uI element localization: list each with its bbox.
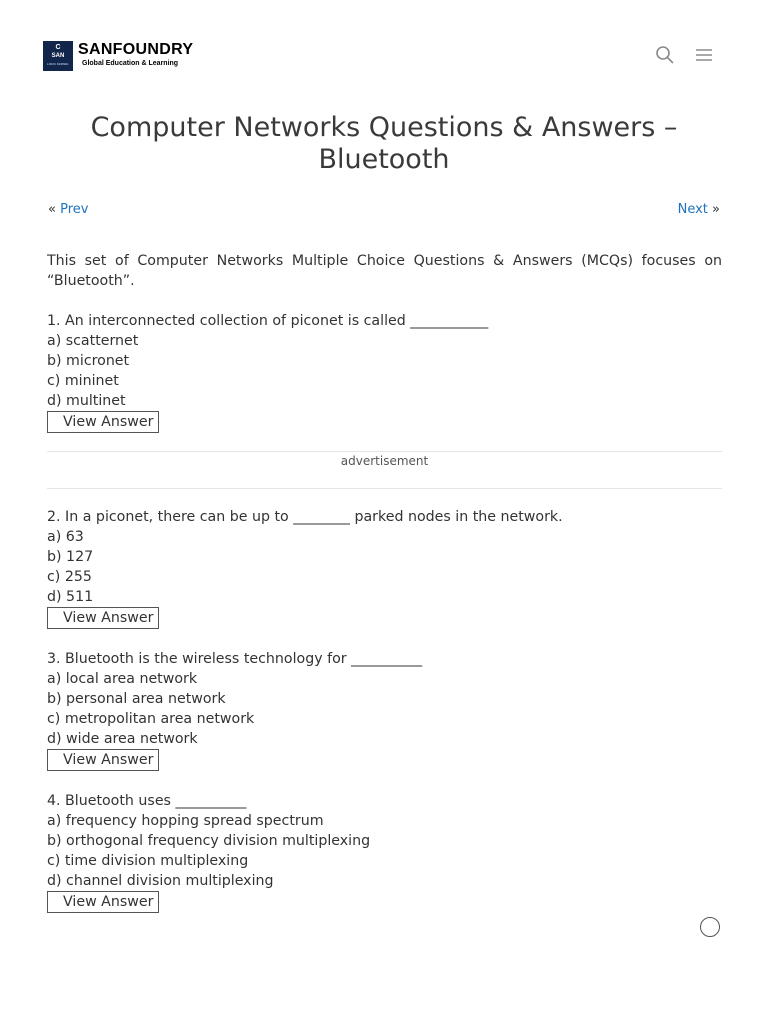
next-link[interactable]: Next [677, 202, 708, 217]
answer-option: d) 511 [47, 589, 94, 605]
prev-marker: « [48, 202, 56, 217]
search-icon [655, 45, 675, 65]
search-button[interactable] [655, 45, 675, 65]
answer-option: d) multinet [47, 393, 126, 409]
answer-option: b) 127 [47, 549, 94, 565]
answer-option: b) micronet [47, 353, 130, 369]
next-marker: » [712, 202, 720, 217]
question-block [47, 311, 722, 433]
advertisement-box [47, 451, 722, 489]
article-content [47, 251, 722, 971]
intro-text: This set of Computer Networks Multiple Choice Questions & Answers (MCQs) focuses on “Bluetooth”. [47, 253, 722, 289]
view-answer-button[interactable]: View Answer [47, 891, 159, 913]
answer-option: c) metropolitan area network [47, 711, 255, 727]
answer-option: a) frequency hopping spread spectrum [47, 813, 324, 829]
logo-badge-line: LINUX KERNEL [46, 62, 70, 66]
logo-badge [43, 41, 73, 71]
answer-option: c) 255 [47, 569, 92, 585]
answer-option: b) personal area network [47, 691, 226, 707]
view-answer-button[interactable]: View Answer [47, 607, 159, 629]
question-text: 2. In a piconet, there can be up to ________ parked nodes in the network. [47, 509, 563, 525]
view-answer-button[interactable]: View Answer [47, 749, 159, 771]
logo-text [78, 41, 193, 68]
advertisement-label: advertisement [340, 454, 429, 468]
question-block [47, 507, 722, 629]
logo-badge-line: C [55, 44, 61, 51]
page-title: Computer Networks Questions & Answers – Bluetooth [90, 112, 678, 175]
answer-option: a) 63 [47, 529, 84, 545]
prev-nav [48, 202, 88, 217]
site-logo[interactable] [43, 41, 193, 71]
next-nav [678, 202, 720, 217]
question-text: 4. Bluetooth uses __________ [47, 793, 247, 809]
logo-tagline: Global Education & Learning [82, 60, 179, 67]
site-header [0, 0, 768, 100]
logo-badge-line: SAN [51, 53, 65, 59]
scroll-to-top-button[interactable] [700, 917, 720, 937]
answer-option: d) channel division multiplexing [47, 873, 274, 889]
answer-option: d) wide area network [47, 731, 198, 747]
question-text: 3. Bluetooth is the wireless technology for __________ [47, 651, 423, 667]
logo-name: SANFOUNDRY [78, 41, 194, 58]
answer-option: c) time division multiplexing [47, 853, 249, 869]
view-answer-button[interactable]: View Answer [47, 411, 159, 433]
question-text: 1. An interconnected collection of piconet is called ___________ [47, 313, 489, 329]
prev-link[interactable]: Prev [60, 202, 89, 217]
answer-option: a) local area network [47, 671, 198, 687]
answer-option: b) orthogonal frequency division multiplexing [47, 833, 371, 849]
menu-button[interactable] [694, 45, 714, 65]
question-block [47, 791, 722, 971]
question-block [47, 649, 722, 771]
answer-option: a) scatternet [47, 333, 139, 349]
menu-icon [694, 45, 714, 65]
answer-option: c) mininet [47, 373, 119, 389]
